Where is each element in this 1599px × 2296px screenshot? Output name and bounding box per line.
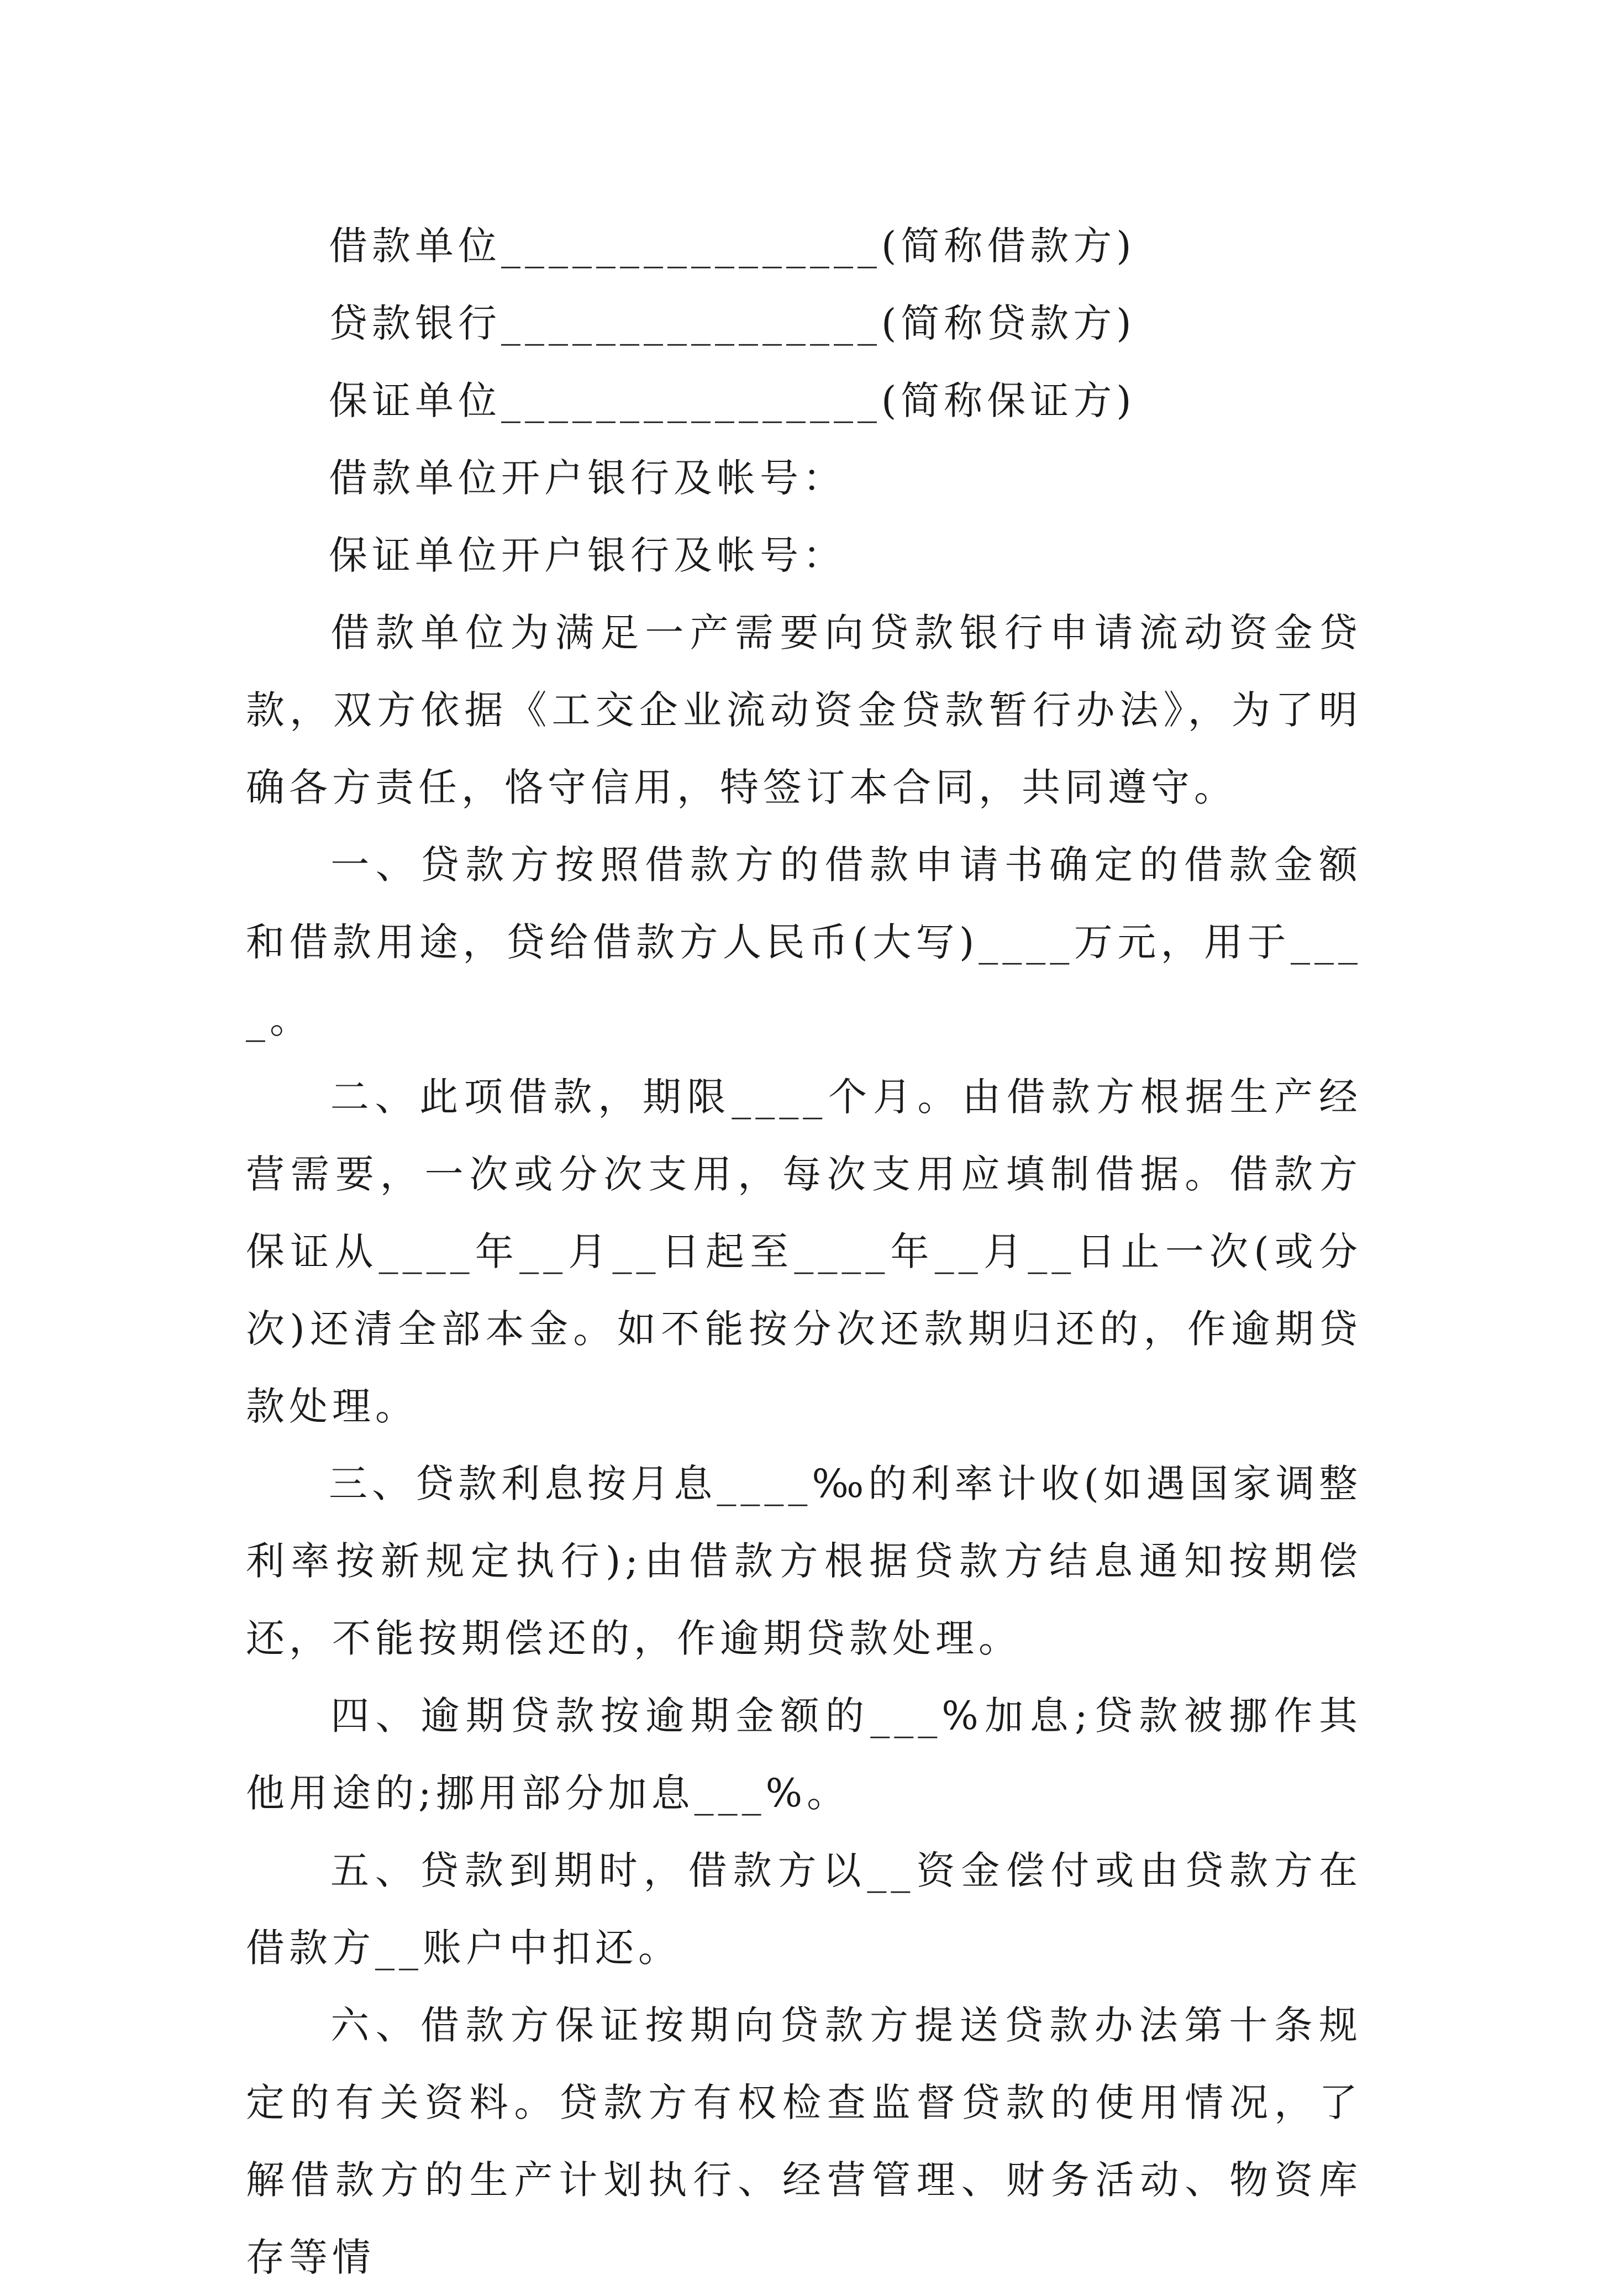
clause-1: 一、贷款方按照借款方的借款申请书确定的借款金额和借款用途，贷给借款方人民币(大写)____万元，用于____。 bbox=[246, 842, 1362, 1042]
clause-4: 四、逾期贷款按逾期金额的___%加息;贷款被挪作其他用途的;挪用部分加息___%。 bbox=[246, 1693, 1362, 1816]
lender-line: 贷款银行________________(简称贷款方) bbox=[329, 301, 1136, 346]
contract-body bbox=[246, 207, 1362, 2296]
clause-6: 六、借款方保证按期向贷款方提送贷款办法第十条规定的有关资料。贷款方有权检查监督贷款的使用情况，了解借款方的生产计划执行、经营管理、财务活动、物资库存等情 bbox=[246, 2003, 1362, 2280]
clause-5: 五、贷款到期时，借款方以__资金偿付或由贷款方在借款方__账户中扣还。 bbox=[246, 1848, 1362, 1971]
borrower-account-line: 借款单位开户银行及帐号： bbox=[329, 455, 846, 501]
guarantor-line: 保证单位________________(简称保证方) bbox=[329, 378, 1136, 423]
borrower-line: 借款单位________________(简称借款方) bbox=[329, 223, 1136, 269]
clause-2: 二、此项借款，期限____个月。由借款方根据生产经营需要，一次或分次支用，每次支用应填制借据。借款方保证从____年__月__日起至____年__月__日止一次(或分次)还清全部本金。如不能按分次还款期归还的，作逾期贷款处理。 bbox=[246, 1074, 1362, 1429]
intro-paragraph: 借款单位为满足一产需要向贷款银行申请流动资金贷款，双方依据《工交企业流动资金贷款暂行办法》，为了明确各方责任，恪守信用，特签订本合同，共同遵守。 bbox=[246, 610, 1362, 810]
clause-3: 三、贷款利息按月息____‰的利率计收(如遇国家调整利率按新规定执行);由借款方根据贷款方结息通知按期偿还，不能按期偿还的，作逾期贷款处理。 bbox=[246, 1461, 1362, 1661]
guarantor-account-line: 保证单位开户银行及帐号： bbox=[329, 533, 846, 578]
